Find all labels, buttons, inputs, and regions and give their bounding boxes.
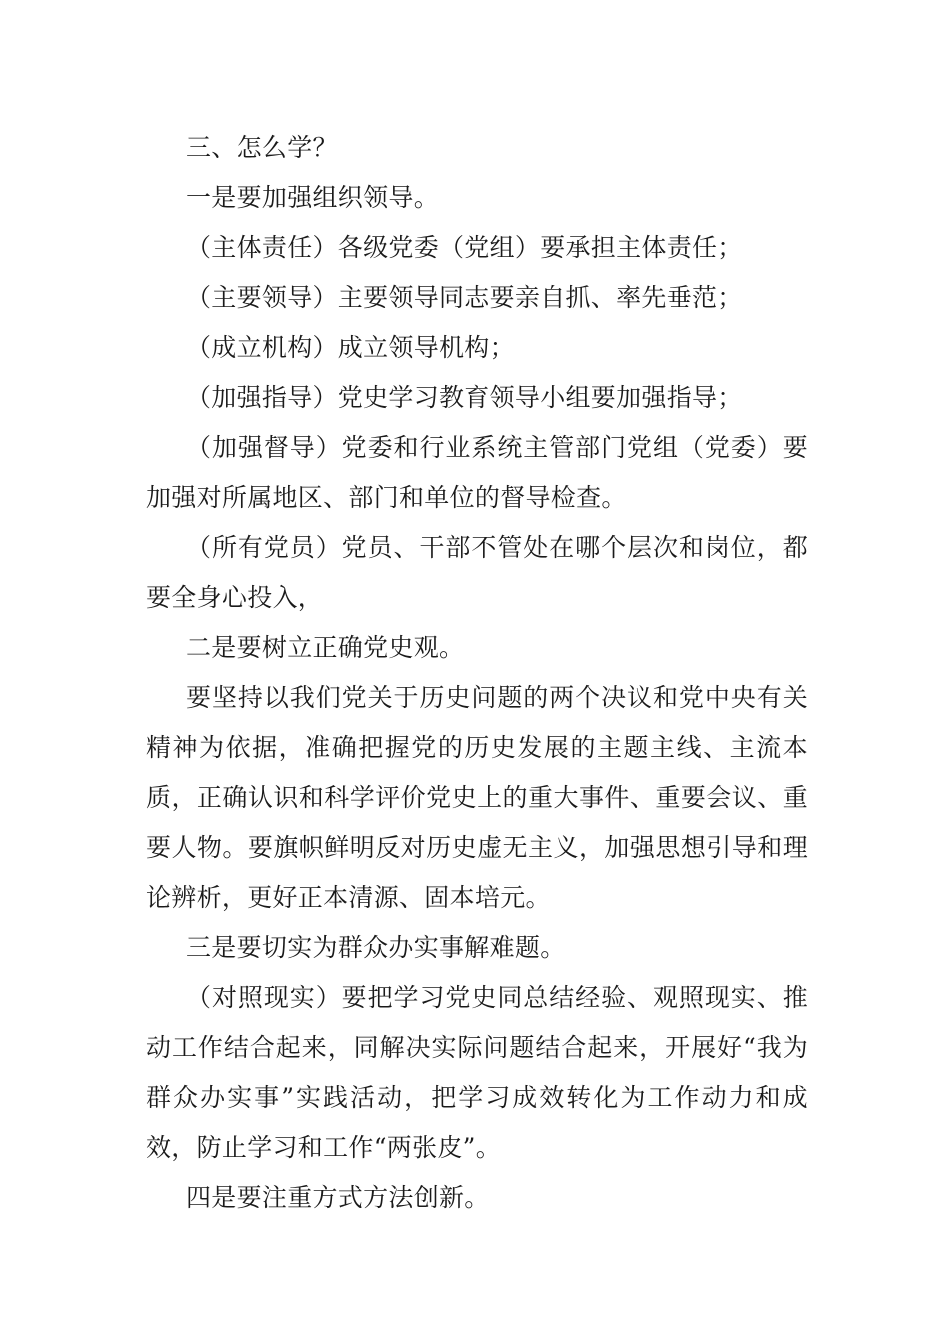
point-two-heading: 二是要树立正确党史观。 [186,633,465,662]
section-heading: 三、怎么学？ [186,133,338,162]
paragraph-main-responsibility: （主体责任）各级党委（党组）要承担主体责任； [186,233,743,262]
paragraph-strengthen-supervision: （加强督导）党委和行业系统主管部门党组（党委）要加强对所属地区、部门和单位的督导检查。 [146,433,808,512]
paragraph-main-leaders: （主要领导）主要领导同志要亲自抓、率先垂范； [186,283,743,312]
paragraph-practical-matters: （对照现实）要把学习党史同总结经验、观照现实、推动工作结合起来，同解决实际问题结合起来，开展好“我为群众办实事”实践活动，把学习成效转化为工作动力和成效，防止学习和工作“两张皮”。 [146,983,808,1162]
paragraph-establish-agency: （成立机构）成立领导机构； [186,333,515,362]
point-four-heading: 四是要注重方式方法创新。 [186,1183,490,1212]
point-one-heading: 一是要加强组织领导。 [186,183,440,212]
paragraph-correct-history-view: 要坚持以我们党关于历史问题的两个决议和党中央有关精神为依据，准确把握党的历史发展的主题主线、主流本质，正确认识和科学评价党史上的重大事件、重要会议、重要人物。要旗帜鲜明反对历史虚无主义，加强思想引导和理论辨析，更好正本清源、固本培元。 [146,683,808,912]
document-body [146,123,808,1223]
point-three-heading: 三是要切实为群众办实事解难题。 [186,933,566,962]
paragraph-strengthen-guidance: （加强指导）党史学习教育领导小组要加强指导； [186,383,743,412]
paragraph-all-members: （所有党员）党员、干部不管处在哪个层次和岗位，都要全身心投入， [146,533,808,612]
